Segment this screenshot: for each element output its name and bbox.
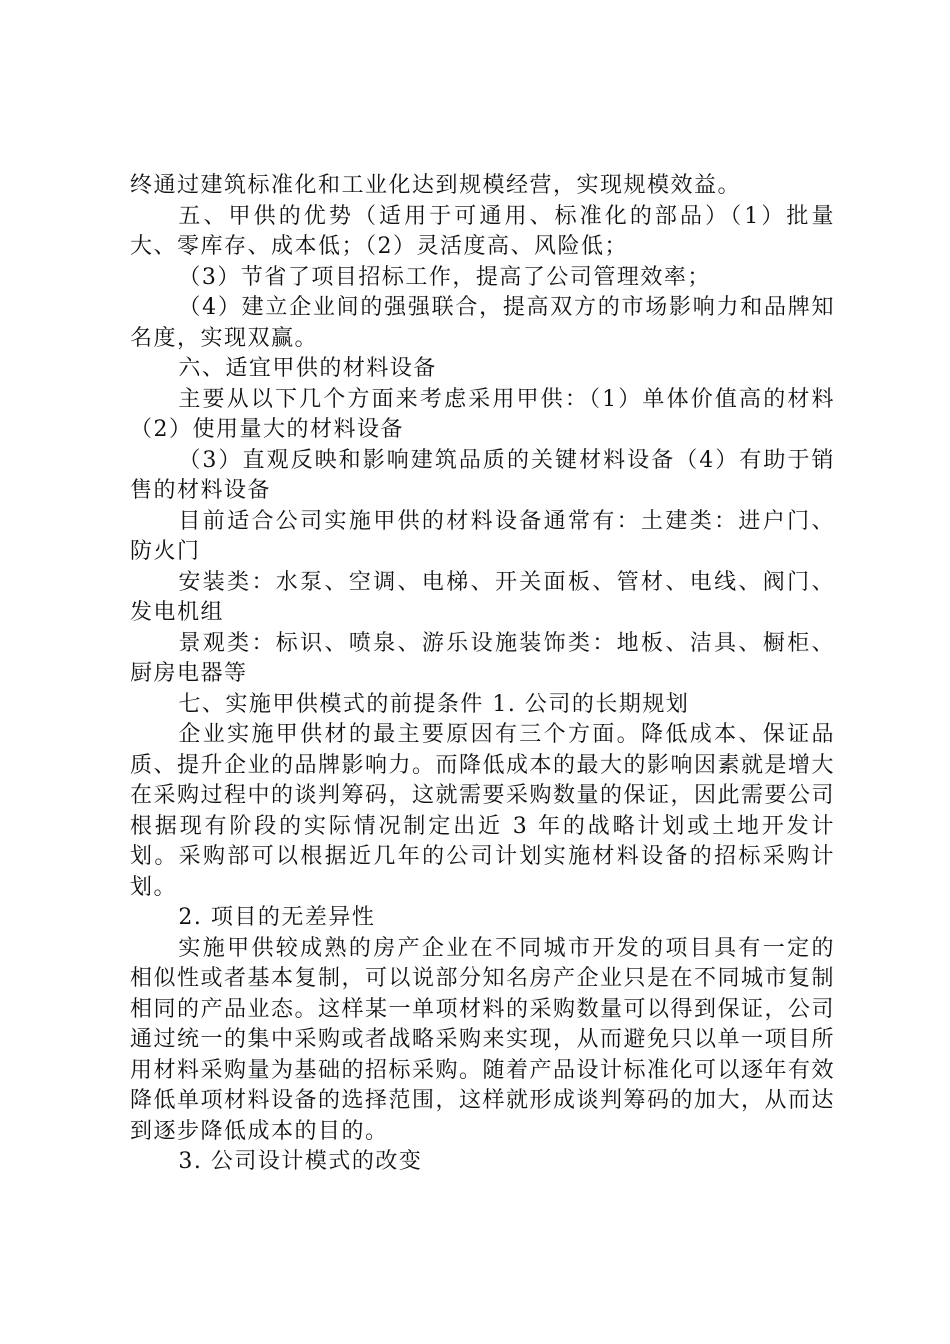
paragraph: 主要从以下几个方面来考虑采用甲供：（1）单体价值高的材料（2）使用量大的材料设备 <box>130 386 835 442</box>
paragraph: 企业实施甲供材的最主要原因有三个方面。降低成本、保证品质、提升企业的品牌影响力。而降低成本的最大的影响因素就是增大在采购过程中的谈判筹码，这就需要采购数量的保证，因此需要公司根据现有阶段的实际情况制定出近 3 年的战略计划或土地开发计划。采购部可以根据近几年的公司计划实施材料设备的招标采购计划。 <box>130 722 836 900</box>
list-item: （4）建立企业间的强强联合，提高双方的市场影响力和品牌知名度，实现双赢。 <box>130 295 835 351</box>
paragraph: 目前适合公司实施甲供的材料设备通常有：土建类：进户门、防火门 <box>130 508 835 564</box>
section-heading-prerequisites: 七、实施甲供模式的前提条件 1. 公司的长期规划 <box>178 691 690 717</box>
subsection-heading: 3. 公司设计模式的改变 <box>178 1149 423 1174</box>
subsection-heading: 2. 项目的无差异性 <box>178 905 376 930</box>
paragraph-continuation: 终通过建筑标准化和工业化达到规模经营，实现规模效益。 <box>130 173 742 198</box>
document-body <box>130 171 835 1178</box>
paragraph: 景观类：标识、喷泉、游乐设施装饰类：地板、洁具、橱柜、厨房电器等 <box>130 630 835 686</box>
paragraph: 实施甲供较成熟的房产企业在不同城市开发的项目具有一定的相似性或者基本复制，可以说部分知名房产企业只是在不同城市复制相同的产品业态。这样某一单项材料的采购数量可以得到保证，公司通过统一的集中采购或者战略采购来实现，从而避免只以单一项目所用材料采购量为基础的招标采购。随着产品设计标准化可以逐年有效降低单项材料设备的选择范围，这样就形成谈判筹码的加大，从而达到逐步降低成本的目的。 <box>130 935 836 1144</box>
list-item: （3）节省了项目招标工作，提高了公司管理效率； <box>178 264 711 290</box>
section-heading-advantages: 五、甲供的优势（适用于可通用、标准化的部品）（1）批量大、零库存、成本低；（2）灵活度高、风险低； <box>130 203 835 259</box>
paragraph: 安装类：水泵、空调、电梯、开关面板、管材、电线、阀门、发电机组 <box>130 569 835 625</box>
section-heading-materials: 六、适宜甲供的材料设备 <box>178 356 437 381</box>
paragraph: （3）直观反映和影响建筑品质的关键材料设备（4）有助于销售的材料设备 <box>130 447 835 503</box>
